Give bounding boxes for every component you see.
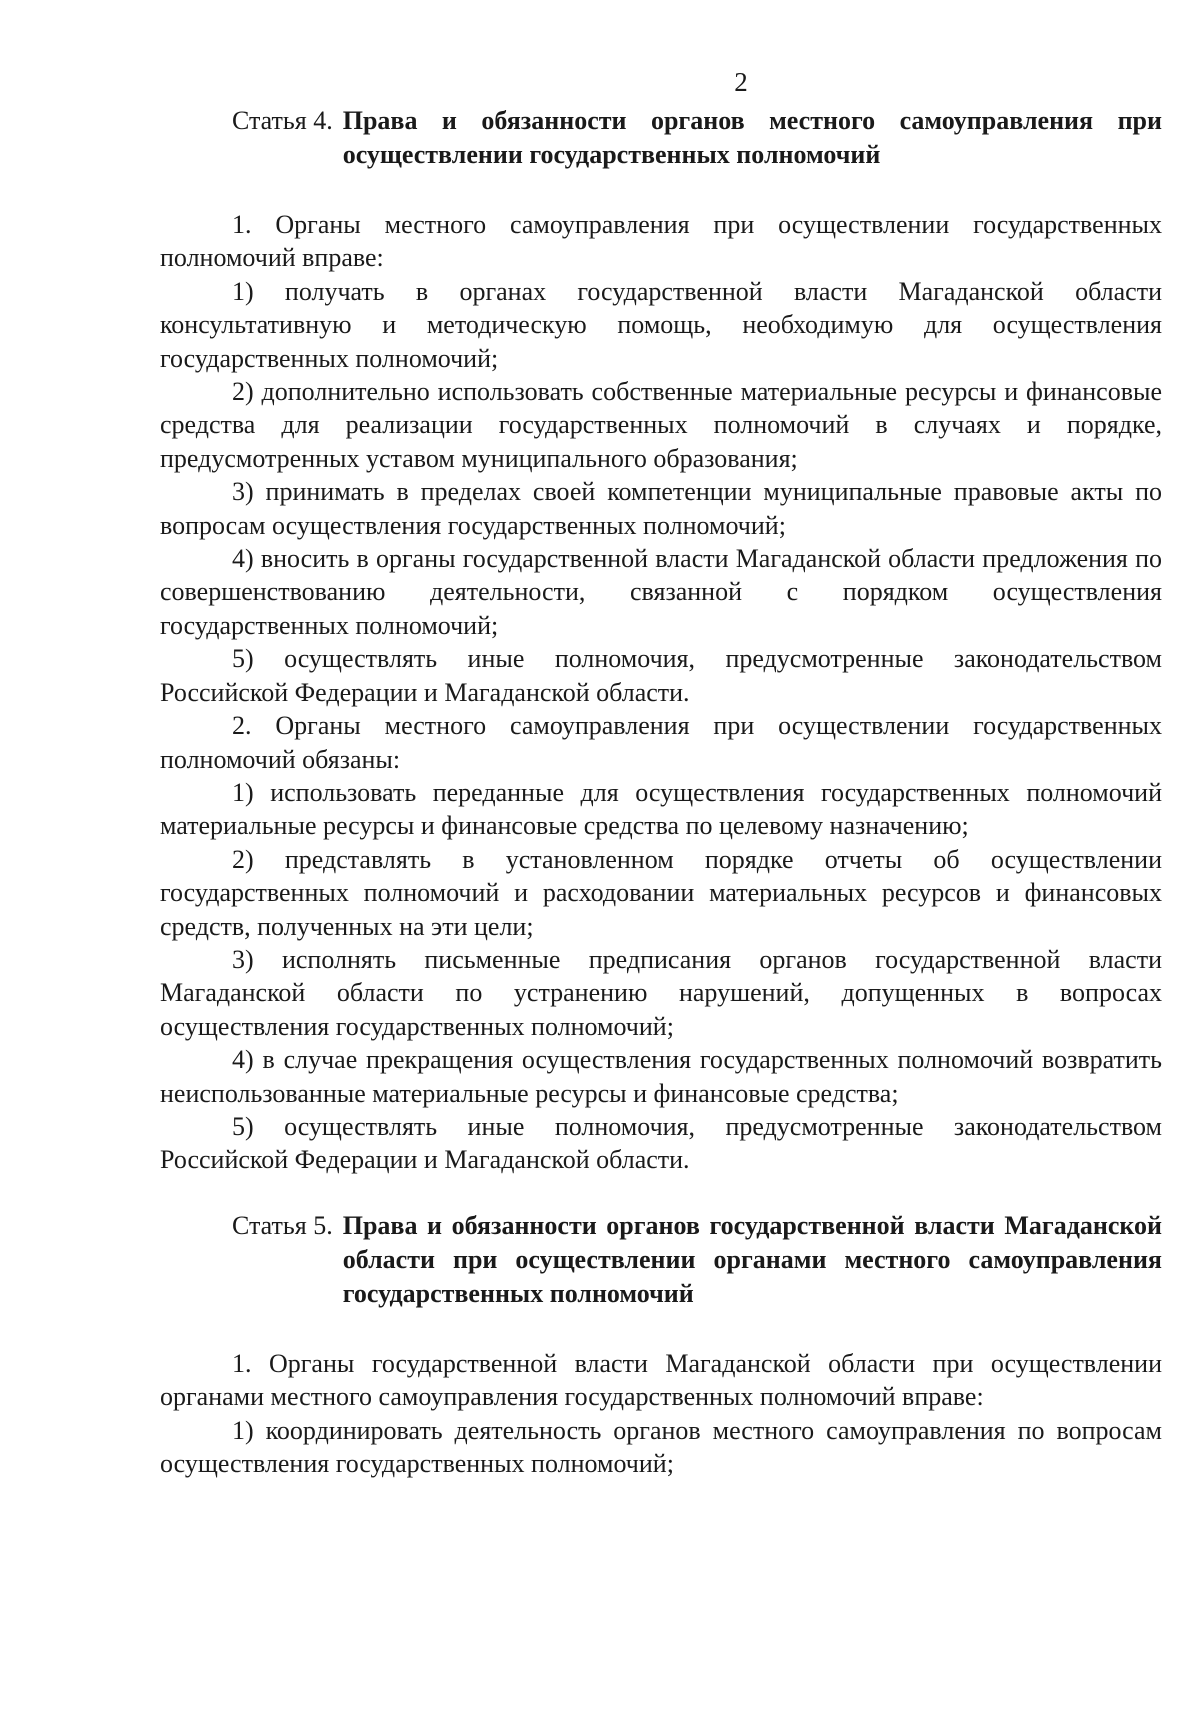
article-4-paragraph: 5) осуществлять иные полномочия, предусмотренные законодательством Российской Федерации и Магаданской области. [160,1111,1162,1175]
article-4-paragraph: 1) получать в органах государственной власти Магаданской области консультативную и методическую помощь, необходимую для осуществления государственных полномочий; [160,276,1162,373]
article-4-paragraph: 3) принимать в пределах своей компетенции муниципальные правовые акты по вопросам осуществления государственных полномочий; [160,477,1162,540]
article-5-heading [232,1209,1162,1311]
article-4-paragraph: 2) дополнительно использовать собственные материальные ресурсы и финансовые средства для реализации государственных полномочий в случаях и порядке, предусмотренных уставом муниципального образования; [160,377,1162,473]
article-5-title: Права и обязанности органов государственной власти Магаданской области при осуществлении органами местного самоуправления государственных полномочий [342,1210,1162,1308]
article-5-paragraph: 1) координировать деятельность органов местного самоуправления по вопросам осуществления государственных полномочий; [160,1415,1162,1478]
article-4-paragraph: 1. Органы местного самоуправления при осуществлении государственных полномочий вправе: [160,210,1162,273]
article-5-number: Статья 5. [232,1210,333,1240]
article-4-paragraph: 4) в случае прекращения осуществления государственных полномочий возвратить неиспользованные материальные ресурсы и финансовые средства; [160,1045,1162,1108]
article-4-title: Права и обязанности органов местного самоуправления при осуществлении государственных полномочий [342,106,1162,169]
article-4-paragraph: 3) исполнять письменные предписания органов государственной власти Магаданской области по устранению нарушений, допущенных в вопросах осуществления государственных полномочий; [160,944,1162,1041]
article-4-number: Статья 4. [232,106,333,135]
page-number: 2 [734,67,748,97]
article-4-paragraph: 1) использовать переданные для осуществления государственных полномочий материальные ресурсы и финансовые средства по целевому назначению; [160,777,1162,841]
article-4-paragraph: 2) представлять в установленном порядке отчеты об осуществлении государственных полномочий и расходовании материальных ресурсов и финансовых средств, полученных на эти цели; [160,844,1162,941]
article-4-paragraph: 4) вносить в органы государственной власти Магаданской области предложения по совершенствованию деятельности, связанной с порядком осуществления государственных полномочий; [160,544,1162,640]
article-4-heading [232,104,1162,172]
article-4-paragraph: 5) осуществлять иные полномочия, предусмотренные законодательством Российской Федерации и Магаданской области. [160,644,1162,707]
document-page [160,66,1162,1480]
article-5-paragraph: 1. Органы государственной власти Магаданской области при осуществлении органами местного самоуправления государственных полномочий вправе: [160,1348,1162,1412]
article-4-paragraph: 2. Органы местного самоуправления при осуществлении государственных полномочий обязаны: [160,711,1162,774]
article-5 [160,1209,1162,1481]
article-4 [160,104,1162,1177]
article-spacer [160,1177,1162,1209]
